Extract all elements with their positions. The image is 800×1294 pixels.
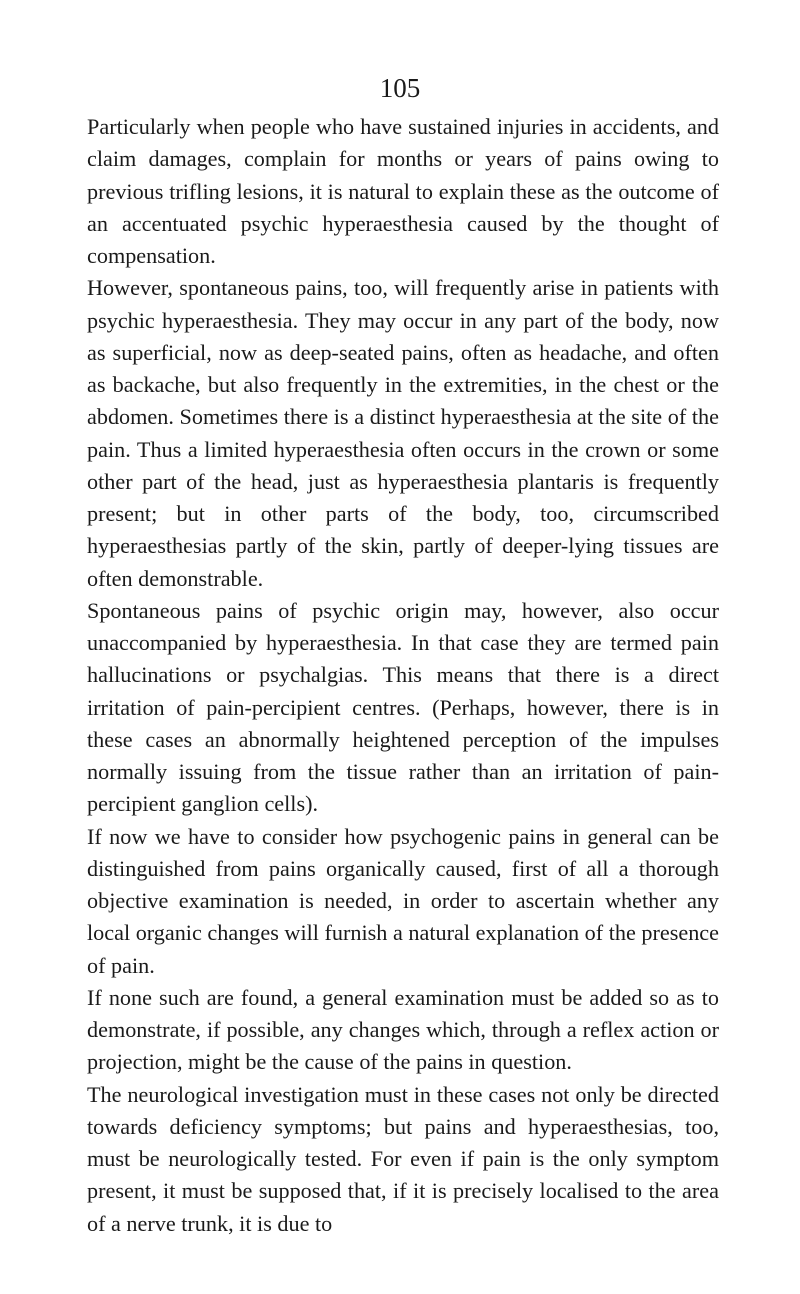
paragraph: If none such are found, a general examination must be added so as to demonstrate, if possible, any changes which, through a reflex action or projection, might be the cause of the pains in question.: [87, 984, 719, 1075]
paragraph: The neurological investigation must in these cases not only be directed towards deficiency symptoms; but pains and hyperaesthesias, too, must be neurologically tested. For even if pain is the only symptom present, it must be supposed that, if it is precisely localised to the area of a nerve trunk, it is due to: [87, 1081, 719, 1236]
paragraph: However, spontaneous pains, too, will frequently arise in patients with psychic hyperaesthesia. They may occur in any part of the body, now as superficial, now as deep-seated pains, often as headache, and often as backache, but also frequently in the extremities, in the chest or the abdomen. Sometimes there is a distinct hyperaesthesia at the site of the pain. Thus a limited hyperaesthesia often occurs in the crown or some other part of the head, just as hyperaesthesia plantaris is frequently present; but in other parts of the body, too, circumscribed hyperaesthesias partly of the skin, partly of deeper-lying tissues are often demonstrable.: [87, 275, 719, 591]
body-text: [87, 111, 719, 1240]
paragraph: Spontaneous pains of psychic origin may, however, also occur unaccompanied by hyperaesthesia. In that case they are termed pain hallucinations or psychalgias. This means that there is a direct irritation of pain-percipient centres. (Perhaps, however, there is in these cases an abnormally heightened perception of the impulses normally issuing from the tissue rather than an irritation of pain-percipient ganglion cells).: [87, 597, 719, 817]
paragraph: Particularly when people who have sustained injuries in accidents, and claim damages, complain for months or years of pains owing to previous trifling lesions, it is natural to explain these as the outcome of an accentuated psychic hyperaesthesia caused by the thought of compensation.: [87, 114, 719, 268]
paragraph: If now we have to consider how psychogenic pains in general can be distinguished from pains organically caused, first of all a thorough objective examination is needed, in order to ascertain whether any local organic changes will furnish a natural explanation of the presence of pain.: [87, 823, 719, 978]
page-number: 105: [379, 73, 421, 103]
